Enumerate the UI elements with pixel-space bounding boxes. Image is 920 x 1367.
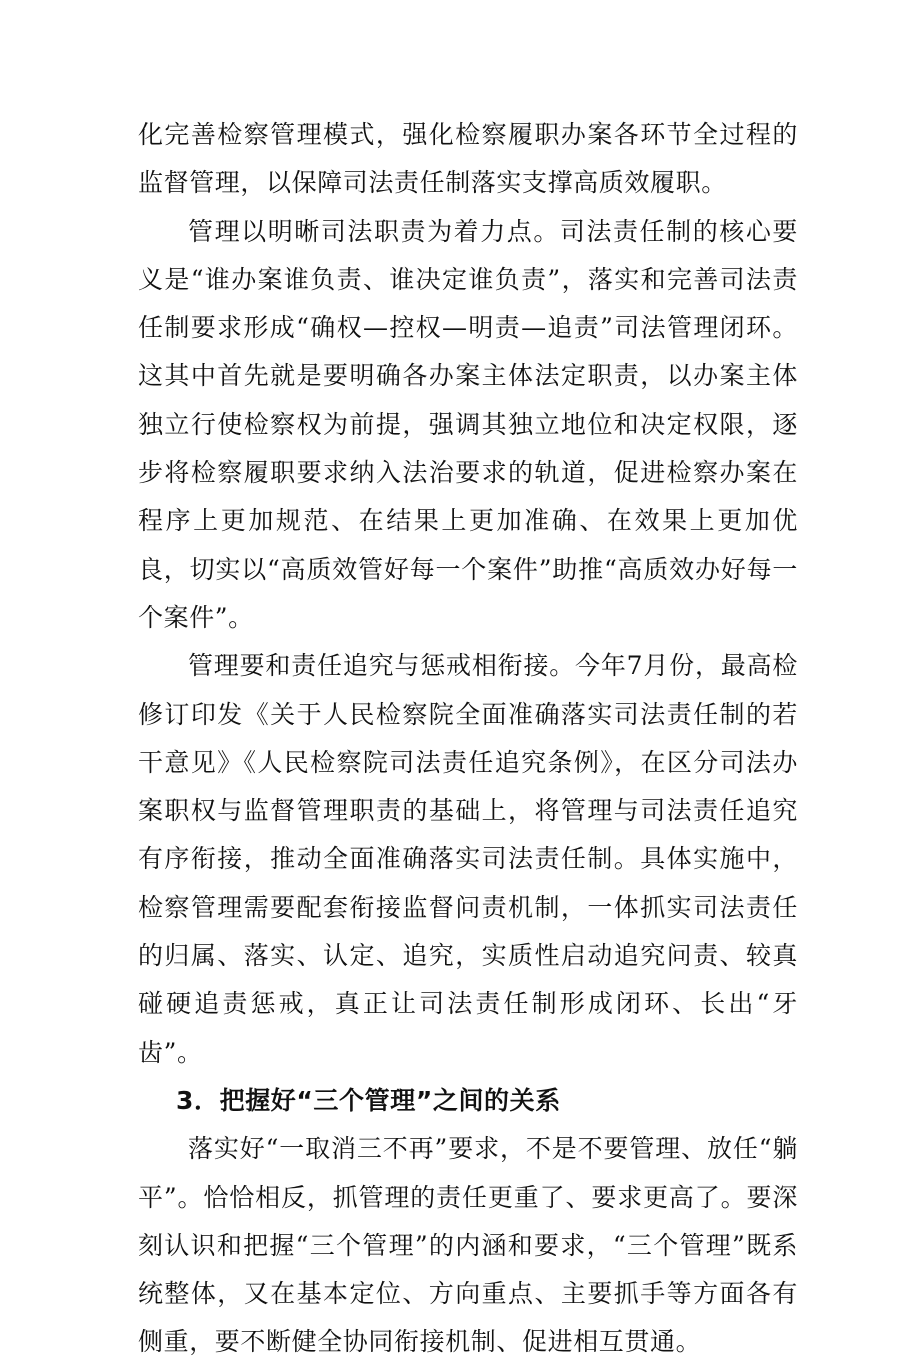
paragraph-continuation: 化完善检察管理模式，强化检察履职办案各环节全过程的监督管理，以保障司法责任制落实支撑高质效履职。 [138,120,798,198]
paragraph-three-managements: 落实好“一取消三不再”要求，不是不要管理、放任“躺平”。恰恰相反，抓管理的责任更重了、要求更高了。要深刻认识和把握“三个管理”的内涵和要求，“三个管理”既系统整体，又在基本定位、方向重点、主要抓手等方面各有侧重，要不断健全协同衔接机制、促进相互贯通。 [138,1134,798,1357]
section-heading: 3．把握好“三个管理”之间的关系 [176,1085,561,1115]
document-body [138,111,798,1367]
paragraph-judicial-duties: 管理以明晰司法职责为着力点。司法责任制的核心要义是“谁办案谁负责、谁决定谁负责”，落实和完善司法责任制要求形成“确权—控权—明责—追责”司法管理闭环。这其中首先就是要明确各办案主体法定职责，以办案主体独立行使检察权为前提，强调其独立地位和决定权限，逐步将检察履职要求纳入法治要求的轨道，促进检察办案在程序上更加规范、在结果上更加准确、在效果上更加优良，切实以“高质效管好每一个案件”助推“高质效办好每一个案件”。 [138,216,798,632]
paragraph-accountability: 管理要和责任追究与惩戒相衔接。今年7月份，最高检修订印发《关于人民检察院全面准确落实司法责任制的若干意见》《人民检察院司法责任追究条例》，在区分司法办案职权与监督管理职责的基础上，将管理与司法责任追究有序衔接，推动全面准确落实司法责任制。具体实施中，检察管理需要配套衔接监督问责机制，一体抓实司法责任的归属、落实、认定、追究，实质性启动追究问责、较真碰硬追责惩戒，真正让司法责任制形成闭环、长出“牙齿”。 [138,651,798,1067]
